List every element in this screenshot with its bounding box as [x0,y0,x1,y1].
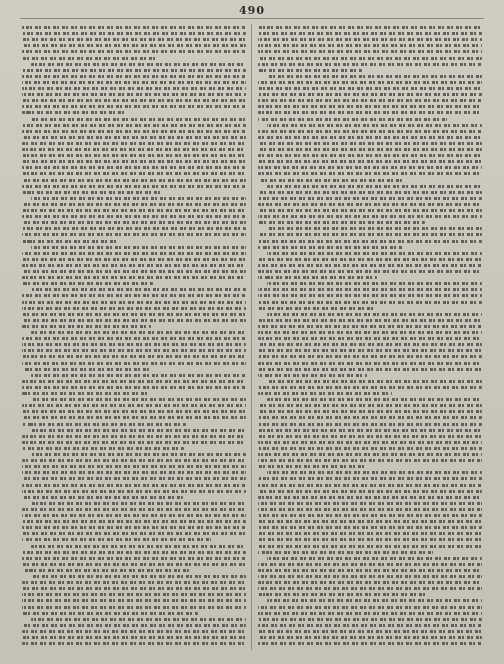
text-line [258,57,482,60]
text-line [258,514,482,517]
text-line [258,410,482,413]
text-line [22,362,246,365]
text-line [258,50,482,53]
text-line [267,398,482,401]
text-line [258,441,482,444]
text-line [22,624,246,627]
text-line [258,374,367,377]
text-line [22,471,246,474]
text-line [258,484,482,487]
text-line [22,154,246,157]
text-line [267,227,482,230]
text-line [258,477,482,480]
text-line [258,368,482,371]
text-line [267,380,482,383]
text-line [258,575,482,578]
text-line [22,233,246,236]
text-line [22,459,246,462]
page-number: 490 [239,4,265,17]
text-line [31,246,246,249]
text-line [258,118,447,121]
text-line [258,44,482,47]
text-line [22,32,246,35]
text-line [258,502,482,505]
text-line [22,557,246,560]
text-line [258,240,482,243]
text-line [22,282,153,285]
text-line [22,569,189,572]
text-line [22,508,246,511]
text-line [22,325,151,328]
text-line [258,386,482,389]
text-line [258,423,482,426]
text-line [258,26,482,29]
text-line [258,624,482,627]
text-line [22,227,246,230]
text-line [258,307,375,310]
text-line [22,606,246,609]
text-line [22,496,183,499]
text-line [267,599,482,602]
text-line [258,435,482,438]
text-line [22,240,118,243]
text-line [258,538,482,541]
text-line [22,593,246,596]
text-line [22,441,246,444]
text-line [22,368,149,371]
text-column-right [258,24,482,650]
text-line [258,63,482,66]
text-line [258,160,482,163]
text-line [22,258,246,261]
text-line [258,99,482,102]
text-line [31,618,246,621]
text-line [267,75,482,78]
text-line [258,258,482,261]
text-line [267,313,482,316]
text-line [22,465,246,468]
text-line [22,81,246,84]
text-line [31,453,246,456]
text-line [22,203,246,206]
text-line [258,105,482,108]
text-line [22,514,246,517]
text-line [22,301,246,304]
text-line [22,105,246,108]
text-line [258,355,482,358]
text-line [258,551,433,554]
text-line [22,349,246,352]
text-line [31,429,246,432]
text-line [22,191,162,194]
text-line [258,154,482,157]
text-line [267,185,482,188]
text-line [22,563,246,566]
text-line [22,276,246,279]
text-line [22,160,246,163]
text-line [22,416,246,419]
text-line [22,435,246,438]
text-line [267,471,482,474]
text-line [258,416,482,419]
text-line [258,288,482,291]
text-line [258,179,402,182]
text-line [31,118,246,121]
text-line [258,69,362,72]
text-line [31,197,246,200]
text-line [258,636,482,639]
text-line [22,386,246,389]
header-rule [20,18,484,19]
text-line [258,81,482,84]
text-line [22,136,246,139]
text-line [31,374,246,377]
text-line [22,148,246,151]
text-line [22,319,246,322]
text-line [267,282,482,285]
text-line [258,319,482,322]
text-line [258,197,482,200]
text-line [258,203,482,206]
text-line [22,587,246,590]
text-line [22,532,246,535]
text-line [258,264,482,267]
text-line [31,63,246,66]
text-line [22,313,246,316]
text-line [22,343,246,346]
text-line [258,343,482,346]
text-line [22,404,246,407]
text-line [22,252,246,255]
text-line [22,484,246,487]
text-line [258,270,482,273]
text-line [22,264,246,267]
text-line [258,404,482,407]
text-line [31,331,246,334]
text-line [22,581,246,584]
text-line [22,185,246,188]
text-line [22,612,198,615]
text-line [22,172,246,175]
text-line [22,111,127,114]
text-line [22,69,246,72]
text-line [22,380,246,383]
text-line [22,215,246,218]
text-line [258,32,482,35]
text-line [258,581,482,584]
text-line [258,606,482,609]
text-line [22,93,246,96]
text-line [258,246,403,249]
text-line [258,447,482,450]
text-line [258,337,482,340]
text-line [258,392,392,395]
text-line [258,148,482,151]
text-line [31,575,246,578]
text-line [22,124,246,127]
text-line [258,93,482,96]
text-line [22,75,246,78]
text-line [22,307,246,310]
text-line [31,288,246,291]
text-line [258,215,482,218]
text-line [258,142,482,145]
text-line [258,111,482,114]
text-line [258,166,482,169]
text-column-left [22,24,246,650]
text-line [22,270,246,273]
text-line [258,331,482,334]
text-line [258,233,482,236]
text-line [22,526,246,529]
text-line [258,642,482,645]
text-line [258,301,482,304]
text-line [22,599,246,602]
text-line [22,44,246,47]
text-line [258,545,482,548]
text-line [258,294,482,297]
text-line [258,276,377,279]
text-line [258,38,482,41]
text-line [258,587,482,590]
text-line [267,252,482,255]
text-line [258,429,482,432]
text-line [22,636,246,639]
text-line [22,410,246,413]
text-line [22,209,246,212]
text-line [22,337,246,340]
text-line [258,349,482,352]
text-line [22,221,246,224]
text-line [258,453,482,456]
text-line [258,191,482,194]
text-line [22,551,246,554]
text-line [22,538,211,541]
text-line [22,99,246,102]
text-line [267,124,482,127]
text-line [22,50,246,53]
text-line [22,490,246,493]
text-line [258,563,482,566]
text-line [22,130,246,133]
text-line [258,532,482,535]
text-line [22,179,246,182]
text-line [22,166,246,169]
text-line [22,520,246,523]
text-line [22,392,150,395]
column-divider [251,24,252,650]
text-line [258,172,482,175]
text-line [22,477,246,480]
text-line [22,142,246,145]
text-line [258,136,482,139]
text-line [258,130,482,133]
text-line [22,294,246,297]
text-line [31,398,246,401]
text-line [258,569,482,572]
text-line [258,508,482,511]
text-line [258,496,482,499]
text-line [258,459,482,462]
text-line [258,221,425,224]
text-line [258,630,482,633]
text-line [258,209,482,212]
text-line [22,630,246,633]
text-line [31,502,246,505]
text-line [258,520,482,523]
text-line [22,57,157,60]
text-line [258,618,482,621]
text-line [22,355,246,358]
text-line [258,593,427,596]
text-line [31,545,246,548]
text-line [267,557,482,560]
text-line [258,325,482,328]
text-line [22,38,246,41]
text-line [22,26,246,29]
text-line [258,490,482,493]
text-line [258,526,482,529]
text-line [22,642,246,645]
text-line [258,612,482,615]
text-line [258,362,482,365]
text-line [258,87,482,90]
text-line [22,423,186,426]
text-line [22,87,246,90]
text-line [22,447,184,450]
text-line [258,465,365,468]
